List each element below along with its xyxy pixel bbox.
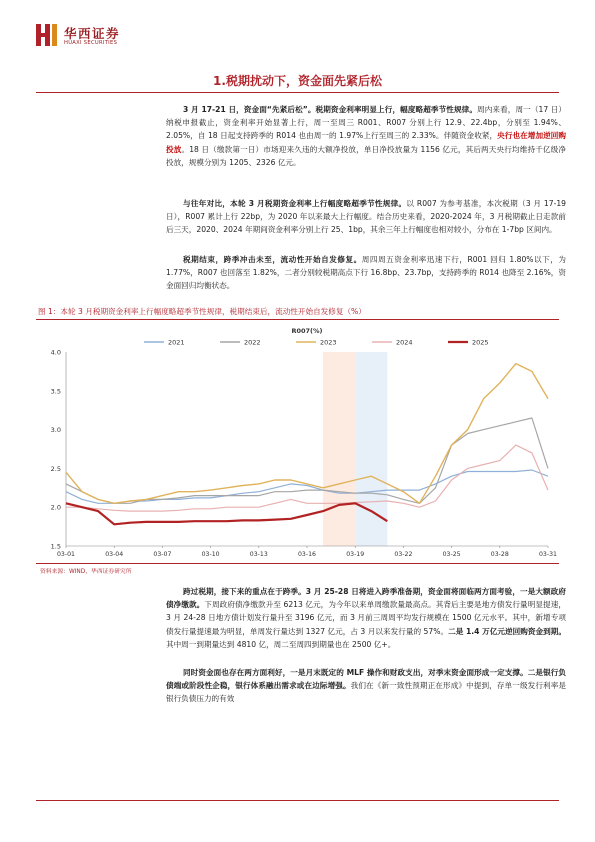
series-line-2022 (66, 418, 548, 503)
x-tick-label: 03-19 (346, 551, 365, 558)
paragraph-lead: 税期结束，跨季冲击未至，流动性开始自发修复。 (183, 255, 362, 264)
y-tick-label: 2.5 (50, 464, 61, 473)
huaxi-logo-icon (34, 22, 58, 48)
paragraph-text: 其中周一到期量达到 4810 亿，周二至周四到期量也在 2500 亿+。 (166, 639, 396, 649)
y-tick-label: 1.5 (50, 542, 61, 551)
brand-name: 华西证券 (64, 26, 121, 41)
paragraph-text: 周内来看，周一（17 日）纳税申报截止，资金利率开始显著上行，周一至周三 R001、R007 分别上行 12.9、22.4bp，分别至 1.94%、2.05%，自 18 日起支持跨季的 R014 也由周一的 1.97%上行至周三的 2.33%。伴随资金收紧， (166, 105, 567, 141)
chart-title: R007(%) (291, 327, 323, 335)
x-tick-label: 03-25 (442, 551, 461, 558)
paragraph-bold-text: 二是 1.4 万亿元逆回购资金到期。 (448, 626, 566, 636)
x-tick-label: 03-04 (105, 551, 124, 558)
r007-line-chart (36, 322, 559, 562)
paragraph-text: 我们在《新一致性预期正在形成》中提到，存单一级发行利率是银行负债压力的有效 (166, 681, 567, 704)
paragraph-text: 下周政府债净缴款升至 6213 亿元，为今年以来单周缴款量最高点。其背后主要是地方债发行量明显提速，3 月 24-28 日地方债计划发行量升至 3196 亿元，而 3 月前三周周平均发行规模在 1500 亿元水平。其中，新增专项债发行量提速最为明显，单周发行量达到 1327 亿元，占 3 月以来发行量的 57%。 (166, 600, 566, 636)
x-tick-label: 03-10 (201, 551, 220, 558)
figure-bottom-divider (36, 563, 559, 564)
paragraph-text: 周四周五资金利率迅速下行，R001 回归 1.80%以下，为 1.77%，R007 也回落至 1.82%，二者分别较税期高点下行 16.8bp、23.7bp，支持跨季的 R014 也降至 2.16%，资金面回归均衡状态。 (166, 255, 566, 291)
paragraph-lead: 同时资金面也存在两方面利好，一是月末既定的 MLF 操作和财政支出，对季末资金面形成一定支撑。二是银行负债端或阶段性企稳，银行体系融出需求或在边际增强。 (166, 668, 566, 691)
page-bottom-divider (36, 800, 559, 801)
x-tick-label: 03-28 (490, 551, 509, 558)
highlight-text: 央行也在增加逆回购投放 (166, 131, 567, 154)
legend-label-2025: 2025 (472, 338, 489, 347)
figure-divider (36, 319, 559, 320)
x-tick-label: 03-16 (298, 551, 316, 558)
paragraph (166, 666, 566, 706)
x-tick-label: 03-01 (57, 551, 75, 558)
x-tick-label: 03-13 (249, 551, 268, 558)
legend-label-2024: 2024 (396, 338, 413, 347)
y-tick-label: 3.0 (50, 426, 61, 435)
y-tick-label: 3.5 (50, 387, 61, 396)
brand-name-english: HUAXI SECURITIES (64, 40, 118, 46)
paragraph (166, 197, 566, 237)
paragraph (166, 253, 566, 293)
paragraph (166, 103, 566, 169)
shaded-period (323, 352, 355, 546)
legend-label-2023: 2023 (320, 338, 337, 347)
figure-source: 资料来源：WIND，华西证券研究所 (40, 569, 132, 575)
paragraph-lead: 与往年对比，本轮 3 月税期资金利率上行幅度略超季节性规律。 (183, 199, 407, 208)
series-line-2021 (66, 470, 548, 503)
title-divider (36, 92, 559, 93)
series-line-2023 (66, 364, 548, 504)
figure-title: 图 1：本轮 3 月税期资金利率上行幅度略超季节性规律，税期结束后，流动性开始自发修复（%） (38, 307, 366, 316)
y-tick-label: 2.0 (50, 503, 61, 512)
paragraph-lead: 3 月 17-21 日，资金面“先紧后松”。税期资金利率明显上行，幅度略超季节性规律。 (183, 105, 478, 114)
paragraph-lead: 跨过税期，接下来的重点在于跨季。3 月 25-28 日将进入跨季准备期，资金面将面临两方面考验，一是大额政府债净缴款。 (166, 587, 566, 610)
x-tick-label: 03-07 (153, 551, 172, 558)
paragraph-text: 。18 日（缴款第一日）市场迎来久违的大额净投放，单日净投放量为 1156 亿元，其后两天央行均维持千亿级净投放，规模分别为 1205、2326 亿元。 (166, 144, 566, 167)
x-tick-label: 03-22 (394, 551, 413, 558)
legend-label-2022: 2022 (244, 338, 261, 347)
section-title: 1.税期扰动下，资金面先紧后松 (213, 74, 382, 88)
paragraph (166, 585, 566, 651)
paragraph-text: 以 R007 为参考基准，本次税期（3 月 17-19 日），R007 累计上行 22bp，为 2020 年以来最大上行幅度。结合历史来看，2020-2024 年，3 月税期截止日走款前后三天，2020、2024 年期间资金利率分别上行 25、1bp，其余三年上行幅度也相对较小，分布在 1-7bp 区间内。 (166, 199, 566, 235)
x-tick-label: 03-31 (539, 551, 557, 558)
y-tick-label: 4.0 (50, 348, 61, 357)
legend-label-2021: 2021 (168, 338, 185, 347)
